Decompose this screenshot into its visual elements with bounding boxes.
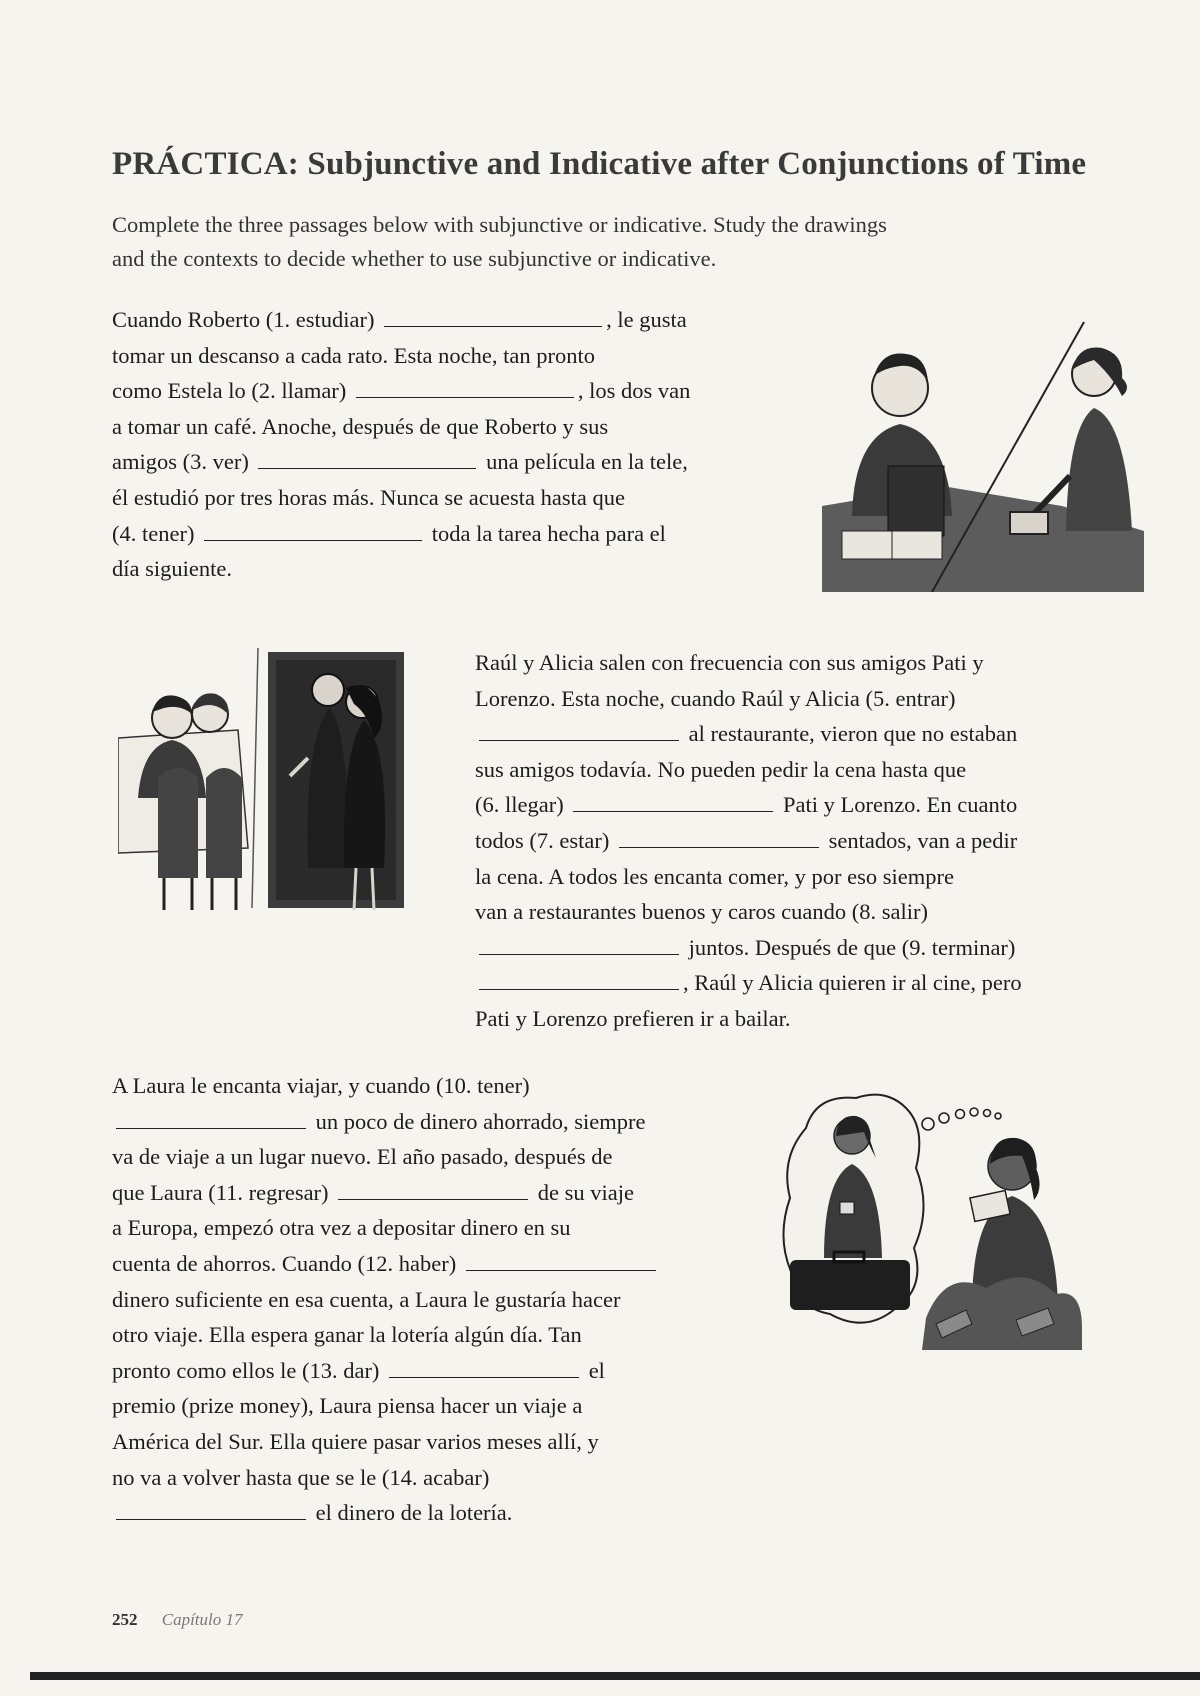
passage-line	[475, 823, 1125, 859]
passage-text: juntos. Después de que (9. terminar)	[688, 934, 1016, 960]
answer-blank-4[interactable]	[204, 522, 422, 541]
page-number: 252	[112, 1610, 138, 1629]
passage-text: el dinero de la lotería.	[315, 1500, 513, 1526]
passage-line: la cena. A todos les encanta comer, y por eso siempre	[475, 863, 954, 889]
passage-text: , Raúl y Alicia quieren ir al cine, pero	[683, 970, 1022, 996]
passage-line	[112, 516, 802, 552]
passage-line: él estudió por tres horas más. Nunca se acuesta hasta que	[112, 484, 625, 510]
instructions-line: and the contexts to decide whether to use subjunctive or indicative.	[112, 246, 717, 271]
passage-text: Pati y Lorenzo. En cuanto	[782, 792, 1018, 818]
passage-line	[112, 1495, 762, 1531]
passage-line	[112, 373, 802, 409]
passage-line	[112, 1104, 762, 1140]
passage-line: van a restaurantes buenos y caros cuando (8. salir)	[475, 899, 928, 925]
restaurant-illustration	[118, 648, 424, 928]
passage-line	[475, 716, 1125, 752]
passage-text: de su viaje	[537, 1179, 635, 1205]
passage-text: , los dos van	[577, 378, 691, 404]
passage-line: premio (prize money), Laura piensa hacer un viaje a	[112, 1393, 583, 1419]
passage-text: que Laura (11. regresar)	[112, 1179, 329, 1205]
passage-roberto	[112, 302, 802, 587]
answer-blank-8[interactable]	[479, 936, 679, 955]
passage-line: no va a volver hasta que se le (14. acabar)	[112, 1464, 490, 1490]
passage-text: (4. tener)	[112, 520, 195, 546]
answer-blank-11[interactable]	[338, 1181, 528, 1200]
answer-blank-6[interactable]	[573, 793, 773, 812]
page-title: PRÁCTICA: Subjunctive and Indicative after Conjunctions of Time	[112, 146, 1087, 182]
answer-blank-3[interactable]	[258, 450, 476, 469]
passage-line: otro viaje. Ella espera ganar la lotería algún día. Tan	[112, 1322, 582, 1348]
page-footer	[112, 1610, 243, 1630]
passage-line: a tomar un café. Anoche, después de que Roberto y sus	[112, 413, 609, 439]
chapter-label: Capítulo 17	[161, 1610, 243, 1629]
passage-text: al restaurante, vieron que no estaban	[688, 721, 1018, 747]
answer-blank-7[interactable]	[619, 829, 819, 848]
passage-text: una película en la tele,	[486, 449, 688, 475]
passage-laura	[112, 1068, 762, 1531]
passage-line	[475, 930, 1125, 966]
passage-line	[112, 1175, 762, 1211]
answer-blank-5[interactable]	[479, 722, 679, 741]
instructions	[112, 208, 1132, 276]
student-phone-illustration	[822, 316, 1144, 592]
passage-line: dinero suficiente en esa cuenta, a Laura le gustaría hacer	[112, 1286, 621, 1312]
answer-blank-12[interactable]	[466, 1252, 656, 1271]
passage-line	[112, 302, 802, 338]
passage-text: sentados, van a pedir	[828, 827, 1018, 853]
laura-lottery-illustration	[776, 1088, 1086, 1350]
passage-line: a Europa, empezó otra vez a depositar dinero en su	[112, 1215, 571, 1241]
bottom-rule	[30, 1672, 1200, 1680]
passage-text: el	[588, 1357, 605, 1383]
answer-blank-14[interactable]	[116, 1501, 306, 1520]
passage-line: día siguiente.	[112, 556, 232, 582]
passage-line	[475, 965, 1125, 1001]
instructions-line: Complete the three passages below with subjunctive or indicative. Study the drawings	[112, 212, 887, 237]
passage-line: A Laura le encanta viajar, y cuando (10. tener)	[112, 1073, 530, 1098]
answer-blank-9[interactable]	[479, 971, 679, 990]
passage-raul-alicia	[475, 645, 1125, 1037]
passage-line	[475, 787, 1125, 823]
passage-text: un poco de dinero ahorrado, siempre	[315, 1108, 646, 1134]
passage-text: toda la tarea hecha para el	[431, 520, 666, 546]
passage-line: tomar un descanso a cada rato. Esta noche, tan pronto	[112, 342, 595, 368]
passage-text: (6. llegar)	[475, 792, 564, 818]
passage-line: Raúl y Alicia salen con frecuencia con sus amigos Pati y	[475, 650, 984, 675]
passage-text: todos (7. estar)	[475, 827, 610, 853]
passage-line	[112, 1353, 762, 1389]
passage-line: Lorenzo. Esta noche, cuando Raúl y Alicia (5. entrar)	[475, 685, 956, 711]
answer-blank-13[interactable]	[389, 1359, 579, 1378]
passage-text: como Estela lo (2. llamar)	[112, 378, 347, 404]
passage-text: amigos (3. ver)	[112, 449, 249, 475]
passage-line: Pati y Lorenzo prefieren ir a bailar.	[475, 1005, 791, 1031]
passage-line: sus amigos todavía. No pueden pedir la cena hasta que	[475, 756, 967, 782]
answer-blank-1[interactable]	[384, 308, 602, 327]
passage-text: pronto como ellos le (13. dar)	[112, 1357, 380, 1383]
passage-line: América del Sur. Ella quiere pasar varios meses allí, y	[112, 1428, 599, 1454]
passage-text: Cuando Roberto (1. estudiar)	[112, 307, 375, 332]
passage-line: va de viaje a un lugar nuevo. El año pasado, después de	[112, 1144, 613, 1170]
passage-text: cuenta de ahorros. Cuando (12. haber)	[112, 1250, 457, 1276]
answer-blank-2[interactable]	[356, 379, 574, 398]
answer-blank-10[interactable]	[116, 1110, 306, 1129]
passage-text: , le gusta	[606, 307, 687, 332]
passage-line	[112, 1246, 762, 1282]
passage-line	[112, 444, 802, 480]
